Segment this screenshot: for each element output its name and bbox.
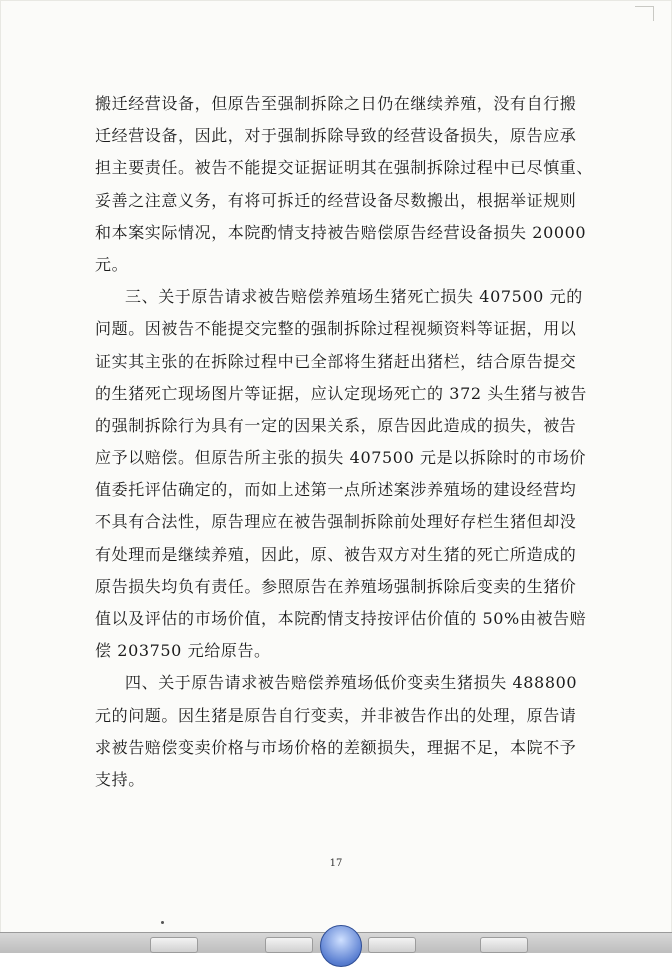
viewer-toolbar bbox=[0, 932, 672, 953]
text-line: 搬迁经营设备，但原告至强制拆除之日仍在继续养殖，没有自行搬 bbox=[95, 94, 577, 113]
text-line: 元的问题。因生猪是原告自行变卖，并非被告作出的处理，原告请 bbox=[95, 705, 577, 725]
section-three-heading-line: 三、关于原告请求被告赔偿养殖场生猪死亡损失 407500 元的 bbox=[125, 287, 583, 307]
text-line: 支持。 bbox=[95, 769, 145, 789]
text-line: 的生猪死亡现场图片等证据，应认定现场死亡的 372 头生猪与被告 bbox=[95, 383, 587, 403]
text-line: 偿 203750 元给原告。 bbox=[95, 641, 271, 661]
text-line: 有处理而是继续养殖，因此，原、被告双方对生猪的死亡所造成的 bbox=[95, 544, 577, 564]
zoom-in-button[interactable] bbox=[368, 937, 416, 953]
text-line: 问题。因被告不能提交完整的强制拆除过程视频资料等证据，用以 bbox=[95, 319, 577, 339]
section-four-heading-line: 四、关于原告请求被告赔偿养殖场低价变卖生猪损失 488800 bbox=[125, 673, 578, 693]
zoom-out-button[interactable] bbox=[265, 937, 313, 953]
scan-speck bbox=[161, 921, 164, 924]
previous-page-button[interactable] bbox=[150, 937, 198, 953]
next-page-button[interactable] bbox=[480, 937, 528, 953]
text-line: 妥善之注意义务，有将可拆迁的经营设备尽数搬出，根据举证规则 bbox=[95, 190, 577, 210]
text-line: 证实其主张的在拆除过程中已全部将生猪赶出猪栏，结合原告提交 bbox=[95, 351, 577, 371]
text-line: 的强制拆除行为具有一定的因果关系，原告因此造成的损失，被告 bbox=[95, 415, 577, 435]
text-line: 值委托评估确定的，而如上述第一点所述案涉养殖场的建设经营均 bbox=[95, 480, 577, 500]
viewer-navigation-orb[interactable] bbox=[320, 925, 362, 967]
text-line: 求被告赔偿变卖价格与市场价格的差额损失，理据不足，本院不予 bbox=[95, 737, 577, 757]
document-body bbox=[95, 88, 594, 796]
text-line: 值以及评估的市场价值，本院酌情支持按评估价值的 50%由被告赔 bbox=[95, 609, 587, 628]
text-line: 迁经营设备，因此，对于强制拆除导致的经营设备损失，原告应承 bbox=[95, 126, 577, 146]
text-line: 不具有合法性，原告理应在被告强制拆除前处理好存栏生猪但却没 bbox=[95, 512, 577, 532]
text-line: 担主要责任。被告不能提交证据证明其在强制拆除过程中已尽慎重、 bbox=[95, 158, 594, 178]
page-corner-mark bbox=[635, 6, 654, 21]
page-number: 17 bbox=[329, 858, 343, 869]
text-line: 原告损失均负有责任。参照原告在养殖场强制拆除后变卖的生猪价 bbox=[95, 576, 577, 596]
text-line: 元。 bbox=[95, 254, 129, 274]
text-line: 和本案实际情况，本院酌情支持被告赔偿原告经营设备损失 20000 bbox=[95, 222, 587, 242]
text-line: 应予以赔偿。但原告所主张的损失 407500 元是以拆除时的市场价 bbox=[95, 448, 587, 468]
